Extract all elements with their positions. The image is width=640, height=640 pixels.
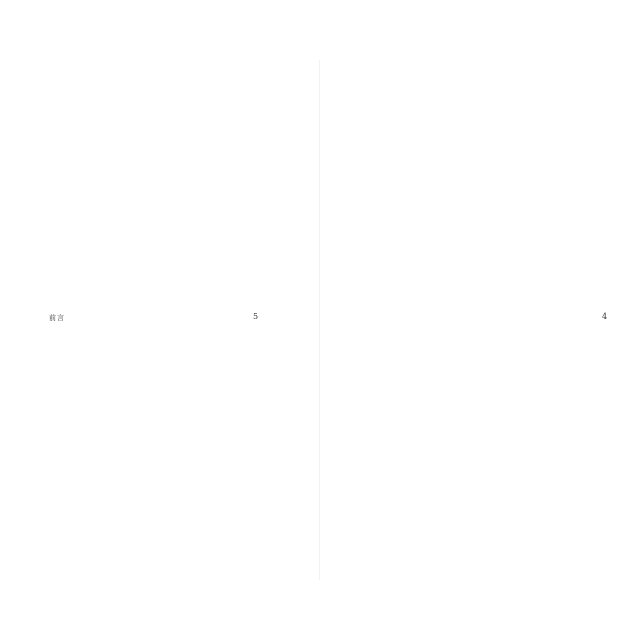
gutter-divider <box>319 60 320 580</box>
left-page <box>20 60 310 580</box>
page-number-right: 4 <box>602 312 608 321</box>
right-page-body <box>348 135 578 360</box>
running-head: 前言 <box>49 314 65 322</box>
page-number-left: 5 <box>253 312 259 321</box>
right-page <box>330 60 620 580</box>
left-page-body <box>65 135 295 360</box>
